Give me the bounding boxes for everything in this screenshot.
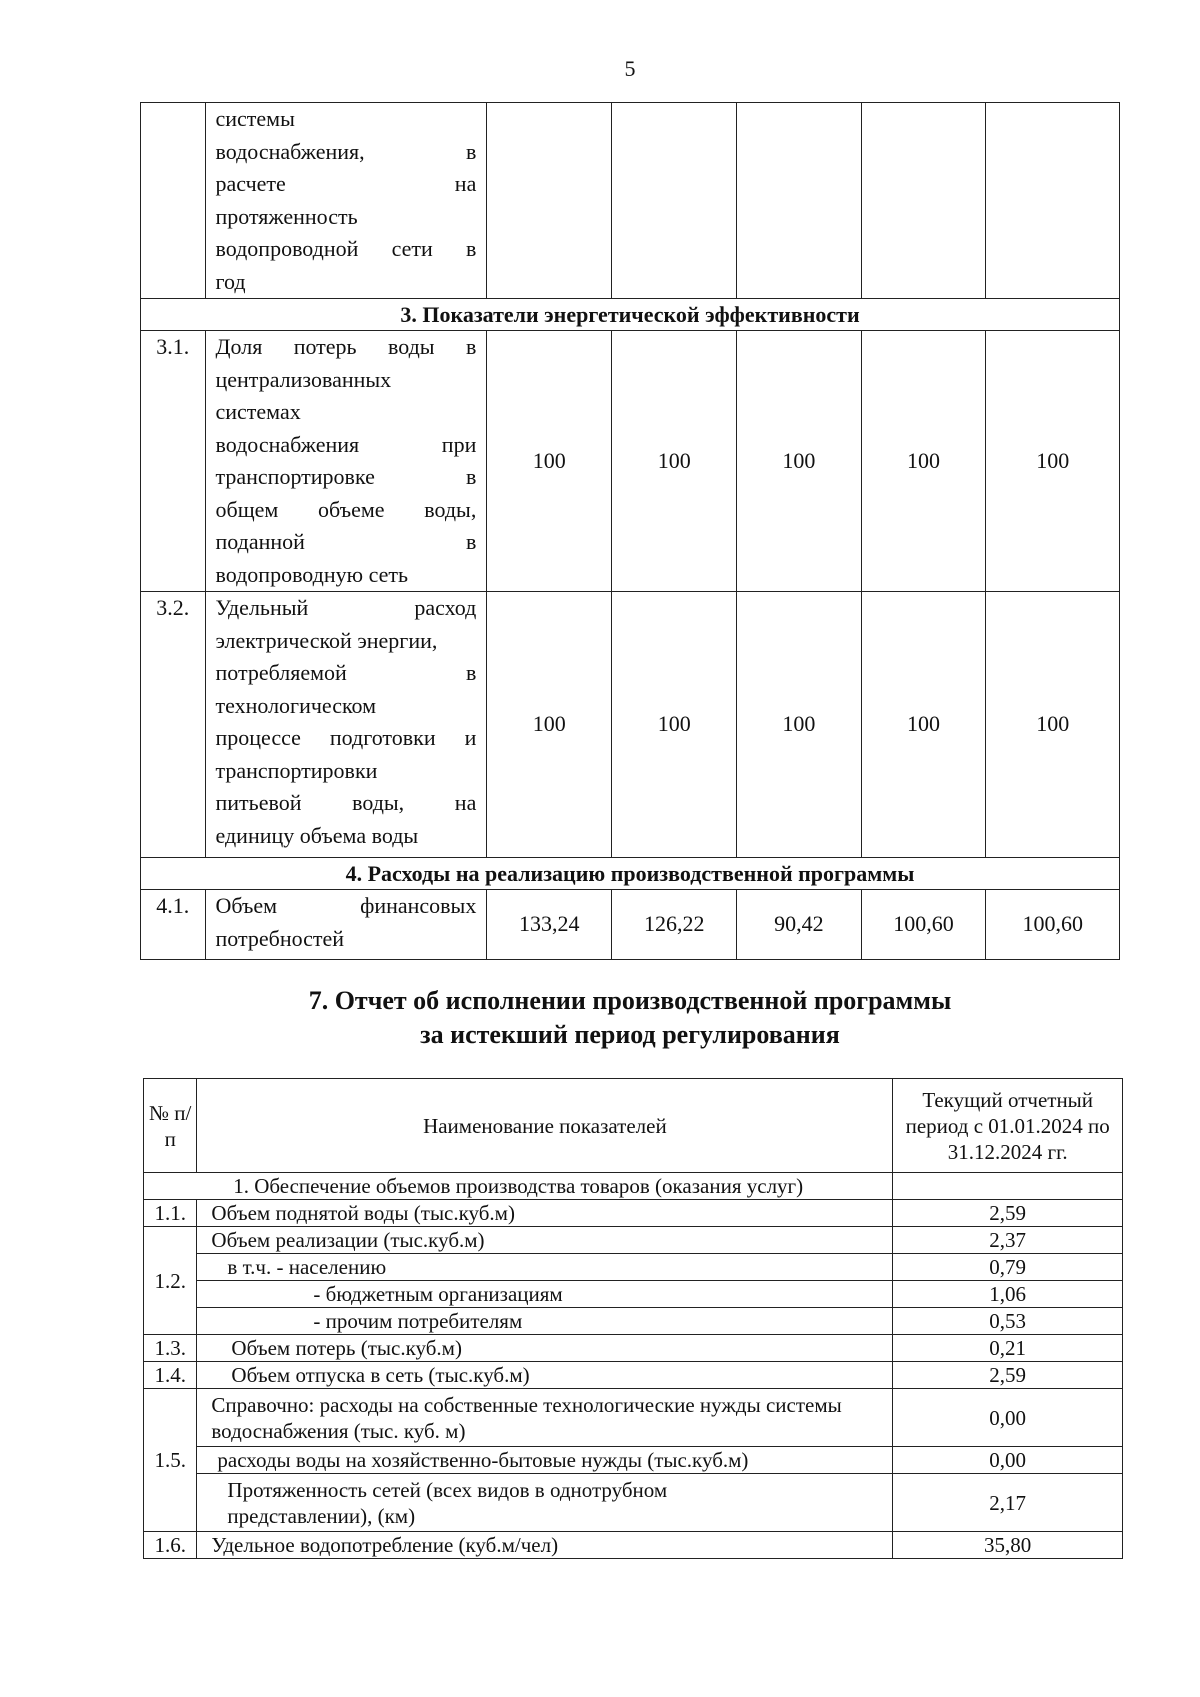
- text-line: водоснабжения, в: [215, 138, 477, 164]
- text-line: системы: [215, 106, 295, 131]
- text-line: Удельный расход: [215, 595, 477, 620]
- row-number: 1.1.: [144, 1200, 197, 1227]
- value-cell: 100: [737, 331, 861, 592]
- row-number-cell: [141, 103, 206, 299]
- table-row: [144, 1362, 1123, 1389]
- table-row: [144, 1254, 1123, 1281]
- value-cell: 126,22: [612, 890, 737, 960]
- indicator-name: в т.ч. - населению: [197, 1254, 893, 1281]
- heading-line: за истекший период регулирования: [420, 1020, 840, 1049]
- table-row: [144, 1308, 1123, 1335]
- row-number: 1.3.: [144, 1335, 197, 1362]
- value-cell: 2,59: [893, 1362, 1123, 1389]
- value-cell: [861, 103, 986, 299]
- value-cell: 100: [986, 331, 1120, 592]
- indicator-name-cell: [205, 103, 487, 299]
- value-cell: [487, 103, 612, 299]
- indicator-name: Объем отпуска в сеть (тыс.куб.м): [197, 1362, 893, 1389]
- value-cell: 0,21: [893, 1335, 1123, 1362]
- value-cell: 100: [986, 592, 1120, 858]
- table-row: [144, 1389, 1123, 1447]
- value-cell: 100,60: [986, 890, 1120, 960]
- value-cell: 100: [487, 331, 612, 592]
- text-line: электрической энергии,: [215, 627, 438, 653]
- header-row: [144, 1079, 1123, 1173]
- value-cell: 0,79: [893, 1254, 1123, 1281]
- value-cell: 1,06: [893, 1281, 1123, 1308]
- row-number: 4.1.: [141, 890, 206, 960]
- indicator-name: - бюджетным организациям: [197, 1281, 893, 1308]
- table-row: [141, 331, 1120, 592]
- page-number: 5: [624, 56, 636, 81]
- text-line: технологическом: [215, 692, 377, 718]
- value-cell: 35,80: [893, 1532, 1123, 1559]
- table-row: [141, 592, 1120, 858]
- text-line: потребляемой в: [215, 660, 477, 685]
- header-name: Наименование показателей: [197, 1079, 893, 1173]
- header-period: Текущий отчетный период с 01.01.2024 по 31.12.2024 гг.: [893, 1079, 1123, 1173]
- row-number: 1.4.: [144, 1362, 197, 1389]
- table-row: [144, 1227, 1123, 1254]
- row-number: 3.2.: [141, 592, 206, 858]
- text-line: протяженность: [215, 203, 358, 229]
- text-line: потребностей: [215, 925, 345, 951]
- value-cell: 100: [612, 592, 737, 858]
- text-line: транспортировке в: [215, 464, 477, 489]
- value-cell: [737, 103, 861, 299]
- report-table: [143, 1078, 1123, 1559]
- value-cell: 100: [487, 592, 612, 858]
- section-row: [141, 858, 1120, 890]
- value-cell: 2,37: [893, 1227, 1123, 1254]
- report-heading: [0, 984, 1200, 1052]
- value-cell: 0,53: [893, 1308, 1123, 1335]
- indicator-name: Объем поднятой воды (тыс.куб.м): [197, 1200, 893, 1227]
- text-line: водоснабжения при: [215, 431, 477, 457]
- table-row: [144, 1200, 1123, 1227]
- value-cell: 133,24: [487, 890, 612, 960]
- row-number: 1.2.: [144, 1227, 197, 1335]
- indicator-name-cell: [205, 890, 487, 960]
- text-line: питьевой воды, на: [215, 790, 477, 815]
- value-cell: 100: [737, 592, 861, 858]
- value-cell: 0,00: [893, 1389, 1123, 1447]
- indicator-name: Удельное водопотребление (куб.м/чел): [197, 1532, 893, 1559]
- table-row: [144, 1532, 1123, 1559]
- text-line: год: [215, 268, 246, 294]
- indicators-table: [140, 102, 1120, 960]
- section-title: 4. Расходы на реализацию производственной программы: [141, 858, 1120, 890]
- text-line: централизованных: [215, 366, 392, 392]
- header-number: № п/п: [144, 1079, 197, 1173]
- section-row: [141, 299, 1120, 331]
- table-row: [144, 1281, 1123, 1308]
- text-line: расчете на: [215, 171, 477, 196]
- table-row: [141, 890, 1120, 960]
- section-title: 1. Обеспечение объемов производства товаров (оказания услуг): [144, 1173, 893, 1200]
- value-cell: [612, 103, 737, 299]
- value-cell: 100: [861, 331, 986, 592]
- text-line: Доля потерь воды в: [215, 334, 477, 359]
- value-cell: 100: [861, 592, 986, 858]
- row-number: 1.6.: [144, 1532, 197, 1559]
- value-cell: 100,60: [861, 890, 986, 960]
- row-number: 3.1.: [141, 331, 206, 592]
- text-line: системах: [215, 399, 301, 424]
- indicator-name-cell: [205, 592, 487, 858]
- row-number: 1.5.: [144, 1389, 197, 1532]
- table-row: [141, 103, 1120, 299]
- table-row: [144, 1474, 1123, 1532]
- heading-line: 7. Отчет об исполнении производственной программы: [308, 986, 952, 1015]
- text-line: единицу объема воды: [215, 822, 419, 848]
- indicator-name: Справочно: расходы на собственные технологические нужды системы водоснабжения (тыс. куб. м): [197, 1389, 893, 1447]
- value-cell: [893, 1173, 1123, 1200]
- value-cell: 90,42: [737, 890, 861, 960]
- value-cell: 2,17: [893, 1474, 1123, 1532]
- text-line: процессе подготовки и: [215, 725, 477, 750]
- value-cell: [986, 103, 1120, 299]
- indicator-name: Объем потерь (тыс.куб.м): [197, 1335, 893, 1362]
- table-row: [144, 1447, 1123, 1474]
- text-line: водопроводной сети в: [215, 236, 477, 261]
- value-cell: 100: [612, 331, 737, 592]
- text-line: поданной в: [215, 529, 477, 554]
- value-cell: 2,59: [893, 1200, 1123, 1227]
- indicator-name: - прочим потребителям: [197, 1308, 893, 1335]
- section-row: [144, 1173, 1123, 1200]
- indicator-name: Объем реализации (тыс.куб.м): [197, 1227, 893, 1254]
- text-line: Объем финансовых: [215, 893, 477, 918]
- table-row: [144, 1335, 1123, 1362]
- indicator-name: расходы воды на хозяйственно-бытовые нужды (тыс.куб.м): [197, 1447, 893, 1474]
- text-line: общем объеме воды,: [215, 496, 477, 522]
- text-line: транспортировки: [215, 757, 378, 783]
- indicator-name: Протяженность сетей (всех видов в однотрубном представлении), (км): [197, 1474, 893, 1532]
- value-cell: 0,00: [893, 1447, 1123, 1474]
- section-title: 3. Показатели энергетической эффективности: [141, 299, 1120, 331]
- text-line: водопроводную сеть: [215, 561, 409, 587]
- indicator-name-cell: [205, 331, 487, 592]
